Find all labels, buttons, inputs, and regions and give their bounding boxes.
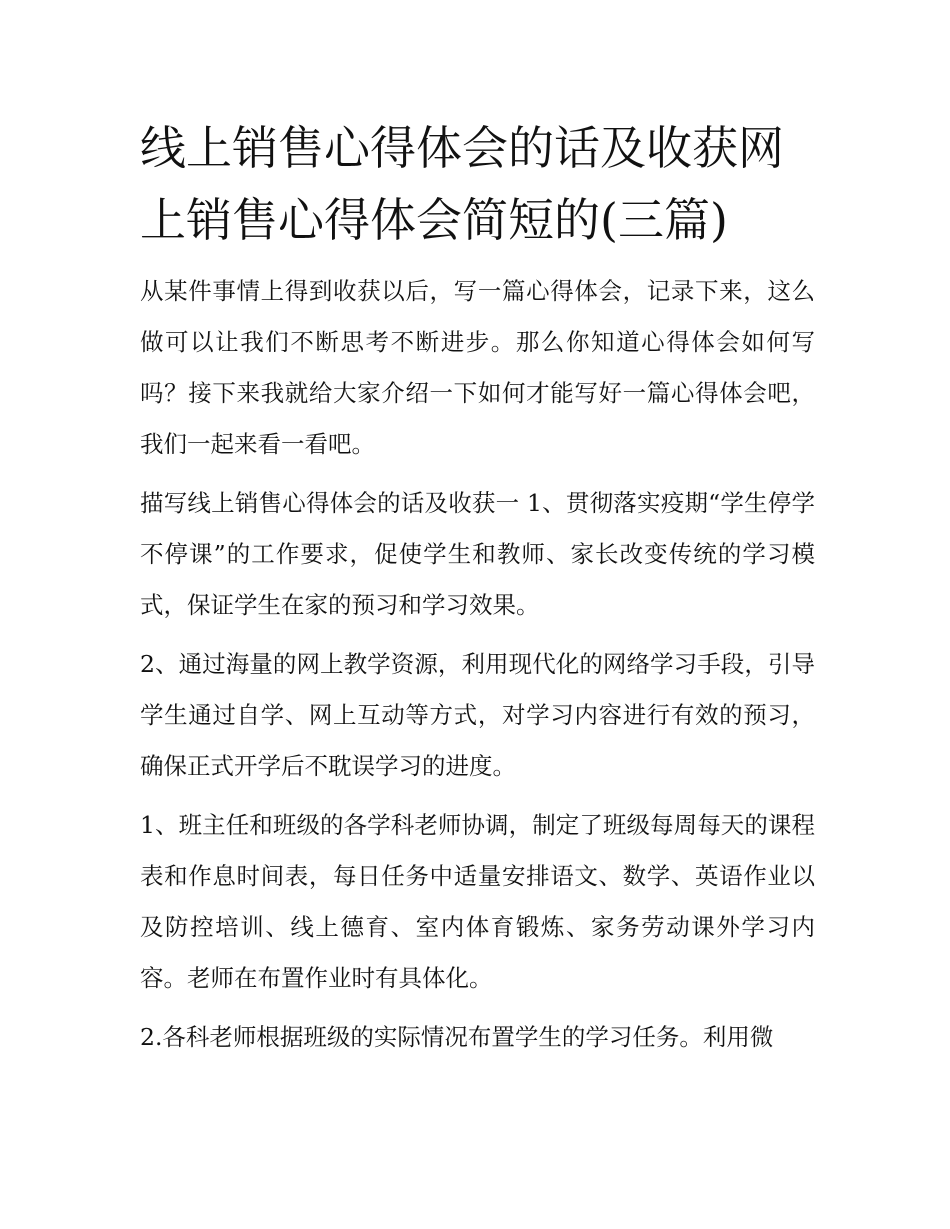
paragraph-3: 1、班主任和班级的各学科老师协调，制定了班级每周每天的课程表和作息时间表，每日任务中适量安排语文、数学、英语作业以及防控培训、线上德育、室内体育锻炼、家务劳动课外学习内容。老师在布置作业时有具体化。 bbox=[140, 811, 815, 992]
document-body bbox=[140, 112, 815, 1071]
paragraph-1: 描写线上销售心得体会的话及收获一 1、贯彻落实疫期“学生停学不停课”的工作要求，促使学生和教师、家长改变传统的学习模式，保证学生在家的预习和学习效果。 bbox=[140, 489, 815, 619]
paragraph-4: 2.各科老师根据班级的实际情况布置学生的学习任务。利用微 bbox=[140, 1023, 774, 1051]
paragraph-2: 2、通过海量的网上教学资源，利用现代化的网络学习手段，引导学生通过自学、网上互动等方式，对学习内容进行有效的预习，确保正式开学后不耽误学习的进度。 bbox=[140, 650, 815, 780]
paragraph-intro: 从某件事情上得到收获以后，写一篇心得体会，记录下来，这么做可以让我们不断思考不断进步。那么你知道心得体会如何写吗？接下来我就给大家介绍一下如何才能写好一篇心得体会吧，我们一起来看一看吧。 bbox=[140, 277, 815, 458]
document-title: 线上销售心得体会的话及收获网上销售心得体会简短的(三篇) bbox=[140, 121, 784, 247]
